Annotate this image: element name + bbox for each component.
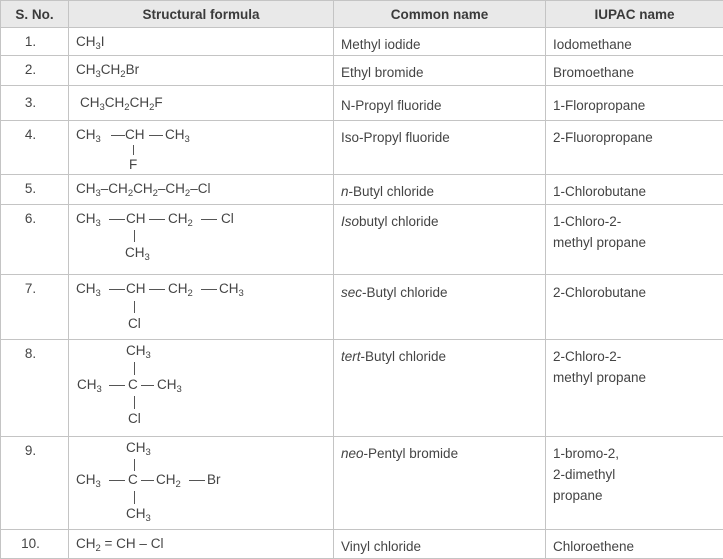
structural-formula: $CH_3CH_2CH_2F$ — [80, 95, 163, 110]
iupac-name-cell: Bromoethane — [546, 56, 723, 86]
formula-cell — [69, 28, 334, 56]
table-row — [1, 205, 723, 275]
header-sno: S. No. — [1, 1, 69, 28]
sno-cell: 5. — [1, 175, 69, 205]
common-name-cell: neo-Pentyl bromide — [334, 437, 546, 530]
common-name-cell: N-Propyl fluoride — [334, 86, 546, 121]
header-structural-formula: Structural formula — [69, 1, 334, 28]
formula-cell — [69, 205, 334, 275]
iupac-name-cell: 2-Chlorobutane — [546, 275, 723, 340]
sno-cell: 6. — [1, 205, 69, 275]
table-row — [1, 121, 723, 175]
table-row — [1, 56, 723, 86]
formula-cell — [69, 437, 334, 530]
structural-formula: $CH_2$ = CH – Cl — [76, 536, 163, 551]
header-common-name: Common name — [334, 1, 546, 28]
iupac-name-cell: 2-Chloro-2- methyl propane — [546, 340, 723, 437]
common-name-cell: sec-Butyl chloride — [334, 275, 546, 340]
iupac-name-cell: Chloroethene — [546, 530, 723, 559]
iupac-name-cell: 1-bromo-2, 2-dimethyl propane — [546, 437, 723, 530]
bond-line — [134, 396, 135, 409]
formula-cell — [69, 121, 334, 175]
structural-formula: $CH_3-CH_2CH_2-CH_2-Cl$ — [76, 181, 210, 196]
structural-formula: $CH_3$ CH $CH_2$ Cl $CH_3$ — [76, 211, 333, 269]
formula-cell — [69, 56, 334, 86]
structural-formula: $CH_3$ $CH_3$ C $CH_3$ Cl — [76, 343, 333, 431]
header-row — [1, 1, 723, 28]
bond-line — [134, 362, 135, 375]
common-name-cell: Vinyl chloride — [334, 530, 546, 559]
iupac-name-cell: Iodomethane — [546, 28, 723, 56]
sno-cell: 1. — [1, 28, 69, 56]
table-row — [1, 530, 723, 559]
iupac-name-cell: 1-Chlorobutane — [546, 175, 723, 205]
table-row — [1, 340, 723, 437]
formula-cell — [69, 340, 334, 437]
structural-formula: $CH_3$ $CH_3$ C $CH_2$ Br $CH_3$ — [76, 440, 333, 526]
structural-formula: $CH_3$ CH $CH_2$ $CH_3$ Cl — [76, 281, 333, 337]
bond-line — [133, 145, 134, 155]
sno-cell: 3. — [1, 86, 69, 121]
sno-cell: 8. — [1, 340, 69, 437]
sno-cell: 7. — [1, 275, 69, 340]
sno-cell: 4. — [1, 121, 69, 175]
sno-cell: 2. — [1, 56, 69, 86]
table-row — [1, 86, 723, 121]
common-name-cell: Isobutyl chloride — [334, 205, 546, 275]
formula-cell — [69, 175, 334, 205]
sno-cell: 9. — [1, 437, 69, 530]
common-name-cell: Methyl iodide — [334, 28, 546, 56]
table-row — [1, 175, 723, 205]
iupac-name-cell: 1-Floropropane — [546, 86, 723, 121]
iupac-name-cell: 1-Chloro-2- methyl propane — [546, 205, 723, 275]
bond-line — [134, 491, 135, 504]
bond-line — [134, 230, 135, 242]
sno-cell: 10. — [1, 530, 69, 559]
table-row — [1, 437, 723, 530]
iupac-name-cell: 2-Fluoropropane — [546, 121, 723, 175]
structural-formula: $CH_3I$ — [76, 34, 105, 49]
formula-cell — [69, 86, 334, 121]
bond-line — [134, 301, 135, 313]
table-row — [1, 275, 723, 340]
common-name-cell: Ethyl bromide — [334, 56, 546, 86]
structural-formula: $CH_3$ CH $CH_3$ F — [76, 127, 333, 173]
structural-formula: $CH_3CH_2Br$ — [76, 62, 139, 77]
header-iupac-name: IUPAC name — [546, 1, 723, 28]
bond-line — [134, 459, 135, 471]
common-name-cell: n-Butyl chloride — [334, 175, 546, 205]
formula-cell — [69, 275, 334, 340]
formula-cell — [69, 530, 334, 559]
table-row — [1, 28, 723, 56]
common-name-cell: tert-Butyl chloride — [334, 340, 546, 437]
common-name-cell: Iso-Propyl fluoride — [334, 121, 546, 175]
